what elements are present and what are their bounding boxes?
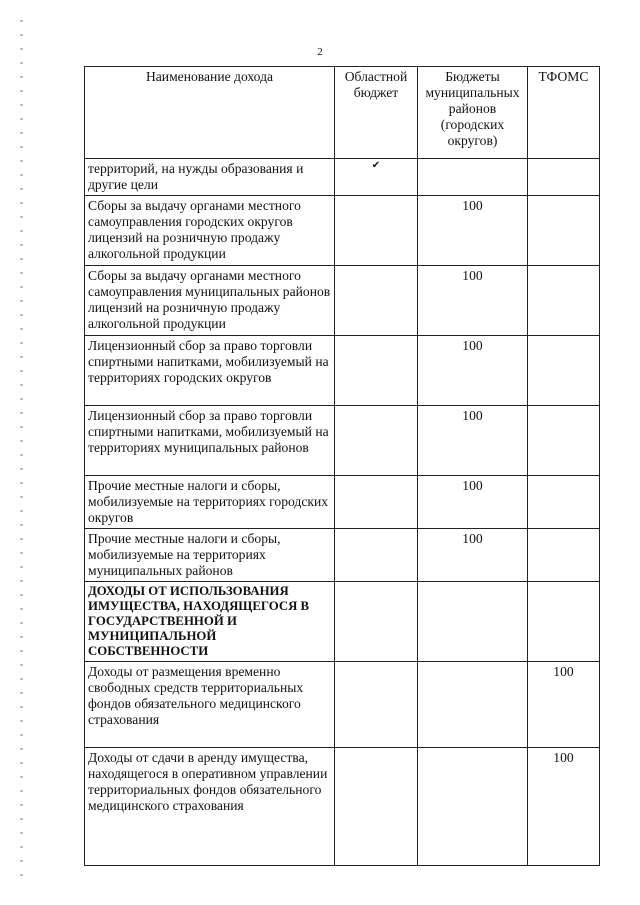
regional-budget-cell: [335, 406, 418, 476]
municipal-budget-cell: [418, 662, 528, 748]
tfoms-cell: [528, 662, 600, 748]
regional-budget-cell: [335, 336, 418, 406]
table-row: [85, 336, 600, 406]
revenue-name-cell: [85, 266, 335, 336]
table-row: [85, 406, 600, 476]
revenue-name-cell-text: Лицензионный сбор за право торговли спиртными напитками, мобилизуемый на территориях городских округов: [88, 338, 329, 385]
regional-budget-cell: [335, 662, 418, 748]
table-row: [85, 476, 600, 529]
revenue-name-cell-text: Сборы за выдачу органами местного самоуправления муниципальных районов лицензий на розничную продажу алкогольной продукции: [88, 268, 331, 331]
revenue-name-cell-text: Доходы от сдачи в аренду имущества, находящегося в оперативном управлении территориальных фондов обязательного медицинского страхования: [88, 750, 328, 813]
tfoms-cell-text: 100: [553, 750, 574, 765]
revenue-name-cell: [85, 748, 335, 866]
tfoms-cell: [528, 529, 600, 582]
tfoms-cell: [528, 476, 600, 529]
table-body: [85, 159, 600, 866]
revenue-name-cell: [85, 582, 335, 662]
table-row: [85, 159, 600, 196]
header-tfoms: ТФОМС: [528, 67, 600, 159]
municipal-budget-cell: [418, 582, 528, 662]
table-row: [85, 748, 600, 866]
tfoms-cell: [528, 196, 600, 266]
regional-budget-cell: [335, 748, 418, 866]
municipal-budget-cell-text: 100: [462, 198, 483, 213]
regional-budget-cell: [335, 529, 418, 582]
tfoms-cell: [528, 159, 600, 196]
revenue-name-cell: [85, 476, 335, 529]
table-row: [85, 266, 600, 336]
revenue-name-cell-text: Доходы от размещения временно свободных средств территориальных фондов обязательного медицинского страхования: [88, 664, 304, 727]
table-row: [85, 196, 600, 266]
tfoms-cell: [528, 748, 600, 866]
tfoms-cell: [528, 582, 600, 662]
regional-budget-cell: [335, 159, 418, 196]
revenue-name-cell-text: Лицензионный сбор за право торговли спиртными напитками, мобилизуемый на территориях муниципальных районов: [88, 408, 329, 455]
municipal-budget-cell: [418, 529, 528, 582]
regional-budget-cell: [335, 266, 418, 336]
revenue-name-cell: [85, 336, 335, 406]
tfoms-cell: [528, 406, 600, 476]
municipal-budget-cell: [418, 406, 528, 476]
page-number: 2: [317, 46, 323, 58]
municipal-budget-cell-text: 100: [462, 268, 483, 283]
check-mark-icon: ✔: [371, 160, 381, 171]
municipal-budget-cell: [418, 476, 528, 529]
municipal-budget-cell: [418, 336, 528, 406]
revenue-name-cell: [85, 662, 335, 748]
revenue-name-cell-text: Прочие местные налоги и сборы, мобилизуемые на территориях городских округов: [88, 478, 329, 525]
table-row: [85, 529, 600, 582]
municipal-budget-cell-text: 100: [462, 338, 483, 353]
revenue-name-cell: [85, 159, 335, 196]
municipal-budget-cell: [418, 748, 528, 866]
revenue-name-cell-text: ДОХОДЫ ОТ ИСПОЛЬЗОВАНИЯ ИМУЩЕСТВА, НАХОДЯЩЕГОСЯ В ГОСУДАРСТВЕННОЙ И МУНИЦИПАЛЬНОЙ СОБСТВЕННОСТИ: [88, 584, 310, 658]
header-name: Наименование дохода: [85, 67, 335, 159]
municipal-budget-cell: [418, 196, 528, 266]
regional-budget-cell: [335, 476, 418, 529]
regional-budget-cell: [335, 196, 418, 266]
revenue-name-cell-text: Прочие местные налоги и сборы, мобилизуемые на территориях муниципальных районов: [88, 531, 281, 578]
revenue-name-cell-text: территорий, на нужды образования и другие цели: [88, 161, 304, 192]
municipal-budget-cell-text: 100: [462, 531, 483, 546]
table-row: [85, 582, 600, 662]
municipal-budget-cell-text: 100: [462, 478, 483, 493]
revenue-name-cell-text: Сборы за выдачу органами местного самоуправления городских округов лицензий на розничную продажу алкогольной продукции: [88, 198, 301, 261]
tfoms-cell: [528, 336, 600, 406]
regional-budget-cell: [335, 582, 418, 662]
tfoms-cell-text: 100: [553, 664, 574, 679]
table-row: [85, 662, 600, 748]
revenue-table: [84, 66, 600, 866]
revenue-name-cell: [85, 406, 335, 476]
revenue-name-cell: [85, 529, 335, 582]
revenue-name-cell: [85, 196, 335, 266]
header-municipal: Бюджеты муниципальных районов (городских округов): [418, 67, 528, 159]
municipal-budget-cell: [418, 159, 528, 196]
municipal-budget-cell-text: 100: [462, 408, 483, 423]
tfoms-cell: [528, 266, 600, 336]
table-header-row: [85, 67, 600, 159]
municipal-budget-cell: [418, 266, 528, 336]
scan-edge: [20, 20, 23, 880]
header-regional: Областной бюджет: [335, 67, 418, 159]
